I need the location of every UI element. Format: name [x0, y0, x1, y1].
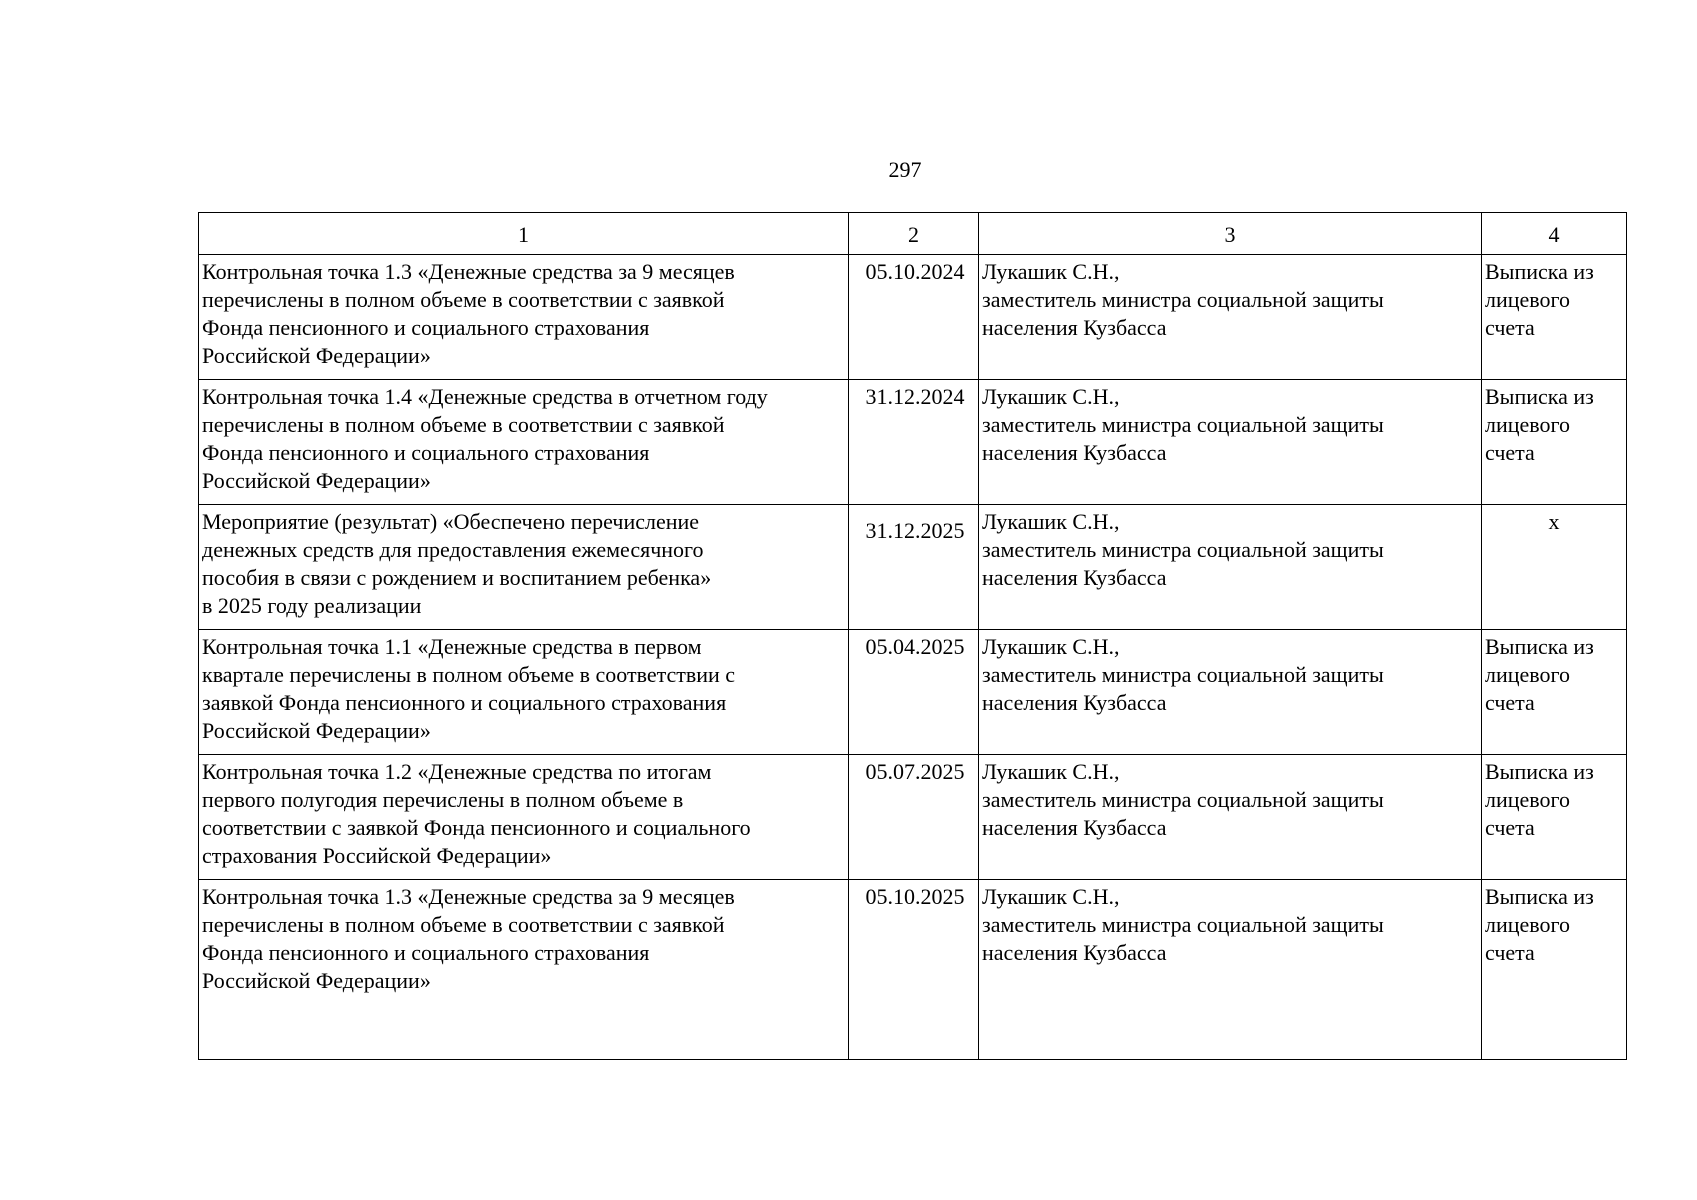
responsible-cell: Лукашик С.Н., заместитель министра социальной защиты населения Кузбасса: [979, 630, 1482, 755]
document-type-cell: Выписка из лицевого счета: [1482, 630, 1627, 755]
document-type-cell: Выписка из лицевого счета: [1482, 255, 1627, 380]
responsible-cell: Лукашик С.Н., заместитель министра социальной защиты населения Кузбасса: [979, 755, 1482, 880]
header-cell-3: 3: [979, 213, 1482, 255]
description-cell: Мероприятие (результат) «Обеспечено перечисление денежных средств для предоставления ежемесячного пособия в связи с рождением и воспитанием ребенка» в 2025 году реализации: [199, 505, 849, 630]
date-cell: 31.12.2024: [849, 380, 979, 505]
table-row: [199, 630, 1627, 755]
date-cell: 05.04.2025: [849, 630, 979, 755]
responsible-cell: Лукашик С.Н., заместитель министра социальной защиты населения Кузбасса: [979, 880, 1482, 1060]
document-type-cell: Выписка из лицевого счета: [1482, 380, 1627, 505]
header-cell-4: 4: [1482, 213, 1627, 255]
date-cell: 05.10.2024: [849, 255, 979, 380]
date-cell: 05.07.2025: [849, 755, 979, 880]
responsible-cell: Лукашик С.Н., заместитель министра социальной защиты населения Кузбасса: [979, 380, 1482, 505]
table-row: [199, 380, 1627, 505]
document-type-cell: Выписка из лицевого счета: [1482, 755, 1627, 880]
document-type-cell: Выписка из лицевого счета: [1482, 880, 1627, 1060]
page-number: 297: [888, 157, 922, 182]
document-table: [198, 212, 1627, 1060]
table-row: [199, 255, 1627, 380]
table-row: [199, 505, 1627, 630]
date-cell: 31.12.2025: [849, 505, 979, 630]
description-cell: Контрольная точка 1.2 «Денежные средства по итогам первого полугодия перечислены в полном объеме в соответствии с заявкой Фонда пенсионного и социального страхования Российской Федерации»: [199, 755, 849, 880]
document-type-cell: x: [1482, 505, 1627, 630]
description-cell: Контрольная точка 1.3 «Денежные средства за 9 месяцев перечислены в полном объеме в соответствии с заявкой Фонда пенсионного и социального страхования Российской Федерации»: [199, 255, 849, 380]
description-cell: Контрольная точка 1.4 «Денежные средства в отчетном году перечислены в полном объеме в соответствии с заявкой Фонда пенсионного и социального страхования Российской Федерации»: [199, 380, 849, 505]
description-cell: Контрольная точка 1.3 «Денежные средства за 9 месяцев перечислены в полном объеме в соответствии с заявкой Фонда пенсионного и социального страхования Российской Федерации»: [199, 880, 849, 1060]
table-row: [199, 880, 1627, 1060]
header-cell-1: 1: [199, 213, 849, 255]
header-cell-2: 2: [849, 213, 979, 255]
table-row: [199, 755, 1627, 880]
responsible-cell: Лукашик С.Н., заместитель министра социальной защиты населения Кузбасса: [979, 255, 1482, 380]
responsible-cell: Лукашик С.Н., заместитель министра социальной защиты населения Кузбасса: [979, 505, 1482, 630]
date-cell: 05.10.2025: [849, 880, 979, 1060]
table-header-row: [199, 213, 1627, 255]
description-cell: Контрольная точка 1.1 «Денежные средства в первом квартале перечислены в полном объеме в соответствии с заявкой Фонда пенсионного и социального страхования Российской Федерации»: [199, 630, 849, 755]
